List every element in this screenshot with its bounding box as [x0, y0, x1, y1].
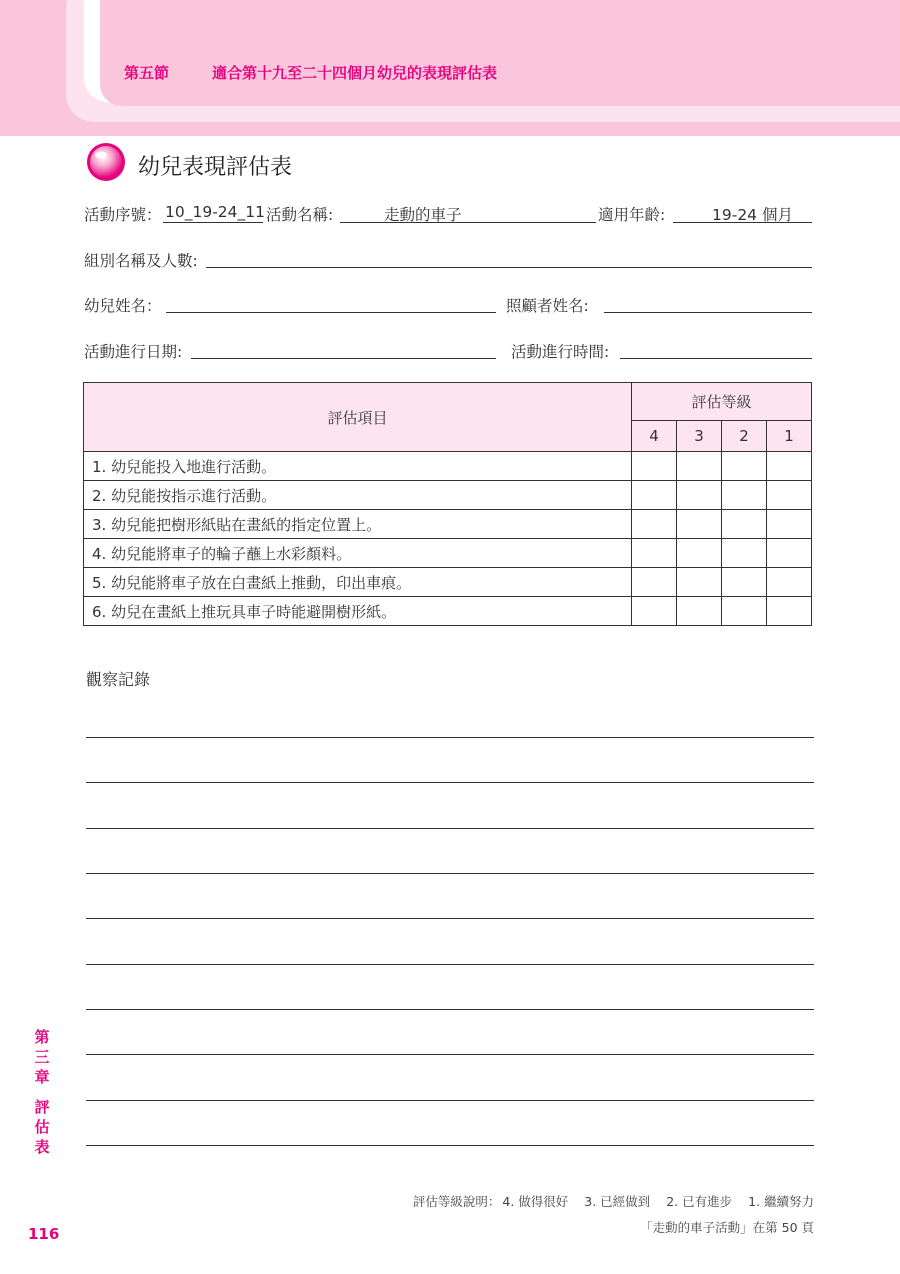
time-line[interactable] — [620, 358, 812, 359]
observation-line[interactable] — [86, 918, 814, 919]
grade-legend — [413, 1192, 814, 1210]
section-char: 表 — [34, 1138, 50, 1156]
item-text: 2. 幼兒能按指示進行活動。 — [84, 481, 632, 510]
table-row — [84, 568, 812, 597]
grade-cell-4[interactable] — [632, 597, 677, 626]
observation-label: 觀察記錄 — [86, 670, 151, 689]
section-title: 適合第十九至二十四個月幼兒的表現評估表 — [212, 64, 498, 82]
chapter-char: 第 — [34, 1028, 50, 1046]
grade-cell-3[interactable] — [677, 452, 722, 481]
caregiver-line[interactable] — [604, 312, 812, 313]
section-side-tab — [30, 1097, 54, 1157]
observation-line[interactable] — [86, 1009, 814, 1010]
observation-line[interactable] — [86, 782, 814, 783]
grade-cell-3[interactable] — [677, 510, 722, 539]
observation-line[interactable] — [86, 1054, 814, 1055]
page-number: 116 — [28, 1225, 60, 1243]
item-text: 5. 幼兒能將車子放在白畫紙上推動，印出車痕。 — [84, 568, 632, 597]
observation-line[interactable] — [86, 737, 814, 738]
date-line[interactable] — [191, 358, 496, 359]
observation-line[interactable] — [86, 1100, 814, 1101]
evaluation-table — [83, 382, 812, 626]
grade-cell-3[interactable] — [677, 481, 722, 510]
observation-line[interactable] — [86, 873, 814, 874]
grade-cell-3[interactable] — [677, 597, 722, 626]
activity-name-line — [340, 222, 596, 223]
age-label: 適用年齡: — [598, 206, 666, 224]
item-header: 評估項目 — [84, 383, 632, 452]
level-header-1: 1 — [767, 421, 812, 452]
pink-bubble-icon — [86, 142, 126, 182]
grade-cell-1[interactable] — [767, 452, 812, 481]
activity-name-value: 走動的車子 — [384, 206, 462, 224]
table-row — [84, 452, 812, 481]
observation-line[interactable] — [86, 828, 814, 829]
table-row — [84, 510, 812, 539]
grade-cell-2[interactable] — [722, 568, 767, 597]
time-label: 活動進行時間: — [511, 343, 610, 361]
table-row — [84, 481, 812, 510]
activity-no-label: 活動序號： — [84, 206, 162, 224]
grade-cell-1[interactable] — [767, 481, 812, 510]
grade-cell-1[interactable] — [767, 510, 812, 539]
grade-cell-2[interactable] — [722, 597, 767, 626]
legend-item: 2. 已有進步 — [666, 1194, 733, 1209]
grade-cell-3[interactable] — [677, 568, 722, 597]
chapter-char: 三 — [34, 1048, 50, 1066]
grade-cell-3[interactable] — [677, 539, 722, 568]
group-line[interactable] — [206, 267, 812, 268]
section-char: 評 — [34, 1098, 50, 1116]
age-value: 19-24 個月 — [712, 206, 793, 224]
grade-cell-4[interactable] — [632, 452, 677, 481]
child-name-label: 幼兒姓名： — [84, 297, 162, 315]
item-text: 6. 幼兒在畫紙上推玩具車子時能避開樹形紙。 — [84, 597, 632, 626]
grade-cell-2[interactable] — [722, 539, 767, 568]
level-header-4: 4 — [632, 421, 677, 452]
grade-cell-1[interactable] — [767, 597, 812, 626]
chapter-char: 章 — [34, 1068, 50, 1086]
child-name-line[interactable] — [166, 312, 496, 313]
item-text: 1. 幼兒能投入地進行活動。 — [84, 452, 632, 481]
form-title: 幼兒表現評估表 — [138, 155, 293, 180]
grade-header: 評估等級 — [632, 383, 812, 421]
observation-line[interactable] — [86, 964, 814, 965]
grade-cell-1[interactable] — [767, 568, 812, 597]
level-header-2: 2 — [722, 421, 767, 452]
header-card — [100, 0, 900, 106]
activity-no-value: 10_19-24_11 — [165, 203, 265, 221]
activity-name-label: 活動名稱: — [266, 206, 334, 224]
grade-cell-4[interactable] — [632, 568, 677, 597]
page-reference: 「走動的車子活動」在第 50 頁 — [640, 1220, 814, 1235]
caregiver-label: 照顧者姓名: — [506, 297, 589, 315]
activity-no-line — [163, 222, 263, 223]
legend-item: 3. 已經做到 — [584, 1194, 651, 1209]
observation-line[interactable] — [86, 1145, 814, 1146]
legend-label: 評估等級說明： — [412, 1194, 501, 1209]
grade-cell-2[interactable] — [722, 481, 767, 510]
chapter-side-tab — [30, 1027, 54, 1087]
legend-item: 1. 繼續努力 — [748, 1194, 814, 1209]
grade-cell-4[interactable] — [632, 510, 677, 539]
table-row — [84, 597, 812, 626]
grade-cell-1[interactable] — [767, 539, 812, 568]
item-text: 4. 幼兒能將車子的輪子蘸上水彩顏料。 — [84, 539, 632, 568]
section-char: 估 — [34, 1118, 50, 1136]
section-label: 第五節 — [124, 64, 170, 82]
grade-cell-2[interactable] — [722, 510, 767, 539]
table-row — [84, 539, 812, 568]
group-label: 組別名稱及人數: — [84, 252, 198, 270]
grade-cell-4[interactable] — [632, 481, 677, 510]
date-label: 活動進行日期: — [84, 343, 183, 361]
grade-cell-2[interactable] — [722, 452, 767, 481]
legend-item: 4. 做得很好 — [502, 1194, 569, 1209]
grade-cell-4[interactable] — [632, 539, 677, 568]
level-header-3: 3 — [677, 421, 722, 452]
item-text: 3. 幼兒能把樹形紙貼在畫紙的指定位置上。 — [84, 510, 632, 539]
